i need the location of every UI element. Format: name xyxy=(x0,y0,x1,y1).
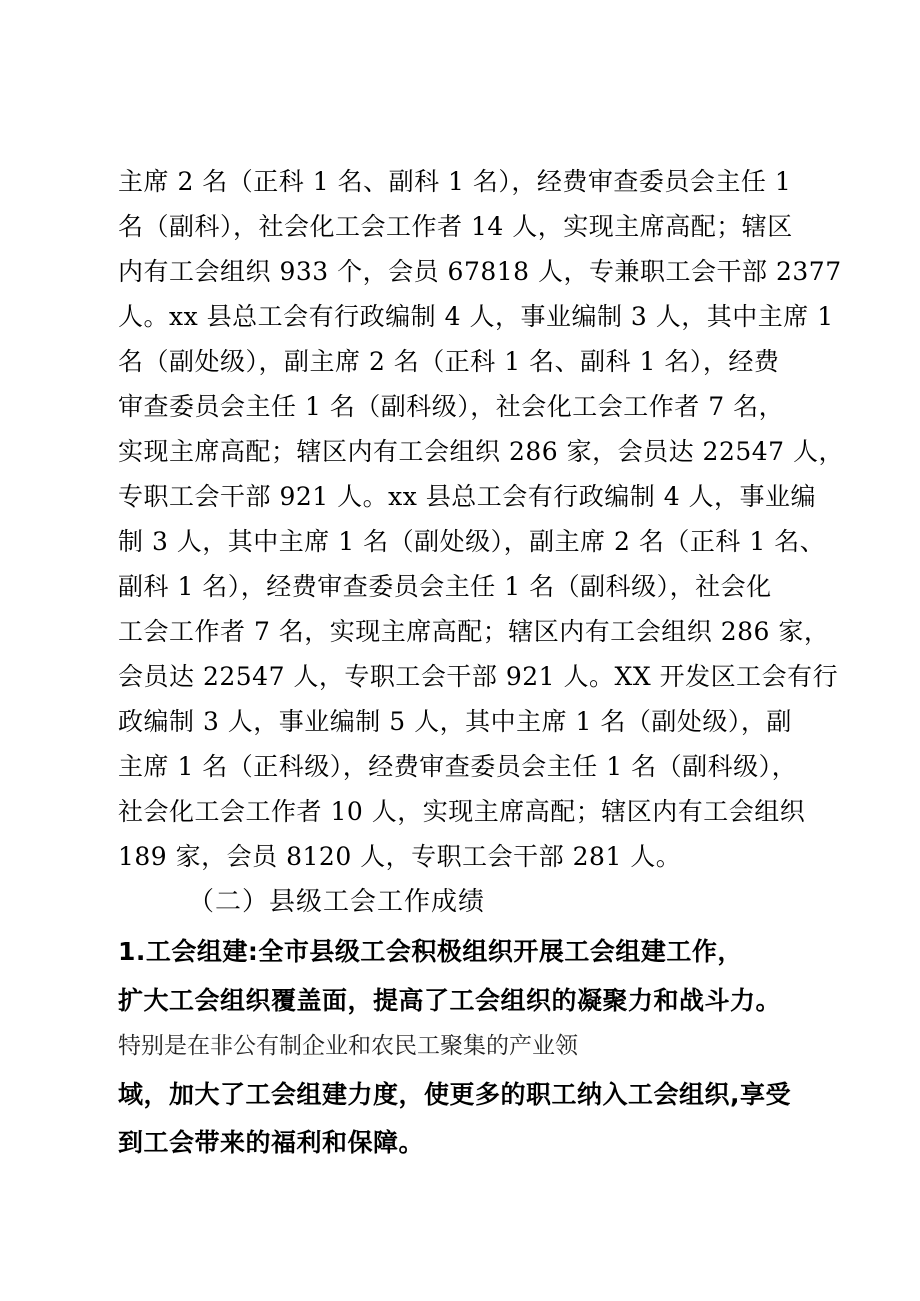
body-line: 名（副处级），副主席 2 名（正科 1 名、副科 1 名），经费 xyxy=(118,347,780,376)
body-line: 制 3 人，其中主席 1 名（副处级），副主席 2 名（正科 1 名、 xyxy=(118,527,826,556)
body-line: 主席 2 名（正科 1 名、副科 1 名），经费审查委员会主任 1 xyxy=(118,167,792,196)
body-line: 会员达 22547 人，专职工会干部 921 人。XX 开发区工会有行 xyxy=(118,662,839,691)
body-line: 社会化工会工作者 10 人，实现主席高配；辖区内有工会组织 xyxy=(118,797,806,826)
body-line: 名（副科），社会化工会工作者 14 人，实现主席高配；辖区 xyxy=(118,212,793,241)
body-line: 主席 1 名（正科级），经费审查委员会主任 1 名（副科级）， xyxy=(118,752,798,781)
bold-paragraph-line: 域，加大了工会组建力度，使更多的职工纳入工会组织,享受 xyxy=(118,1080,791,1109)
body-line: 实现主席高配；辖区内有工会组织 286 家，会员达 22547 人， xyxy=(118,437,845,466)
section-heading: （二）县级工会工作成绩 xyxy=(188,887,486,917)
body-line: 189 家，会员 8120 人，专职工会干部 281 人。 xyxy=(118,842,682,871)
body-line: 副科 1 名），经费审查委员会主任 1 名（副科级），社会化 xyxy=(118,572,772,601)
body-line: 政编制 3 人，事业编制 5 人，其中主席 1 名（副处级），副 xyxy=(118,707,792,736)
body-line: 工会工作者 7 名，实现主席高配；辖区内有工会组织 286 家， xyxy=(118,617,830,646)
bold-paragraph-line: 扩大工会组织覆盖面，提高了工会组织的凝聚力和战斗力。 xyxy=(118,986,782,1015)
plain-paragraph-line: 特别是在非公有制企业和农民工聚集的产业领 xyxy=(118,1033,578,1059)
body-line: 内有工会组织 933 个，会员 67818 人，专兼职工会干部 2377 xyxy=(118,257,842,286)
bold-paragraph-line: 到工会带来的福利和保障。 xyxy=(118,1128,425,1157)
body-line: 专职工会干部 921 人。xx 县总工会有行政编制 4 人，事业编 xyxy=(118,482,817,511)
body-line: 人。xx 县总工会有行政编制 4 人，事业编制 3 人，其中主席 1 xyxy=(118,302,834,331)
body-line: 审查委员会主任 1 名（副科级），社会化工会工作者 7 名， xyxy=(118,392,785,421)
bold-paragraph-line: 1.工会组建:全市县级工会积极组织开展工会组建工作， xyxy=(118,937,743,966)
